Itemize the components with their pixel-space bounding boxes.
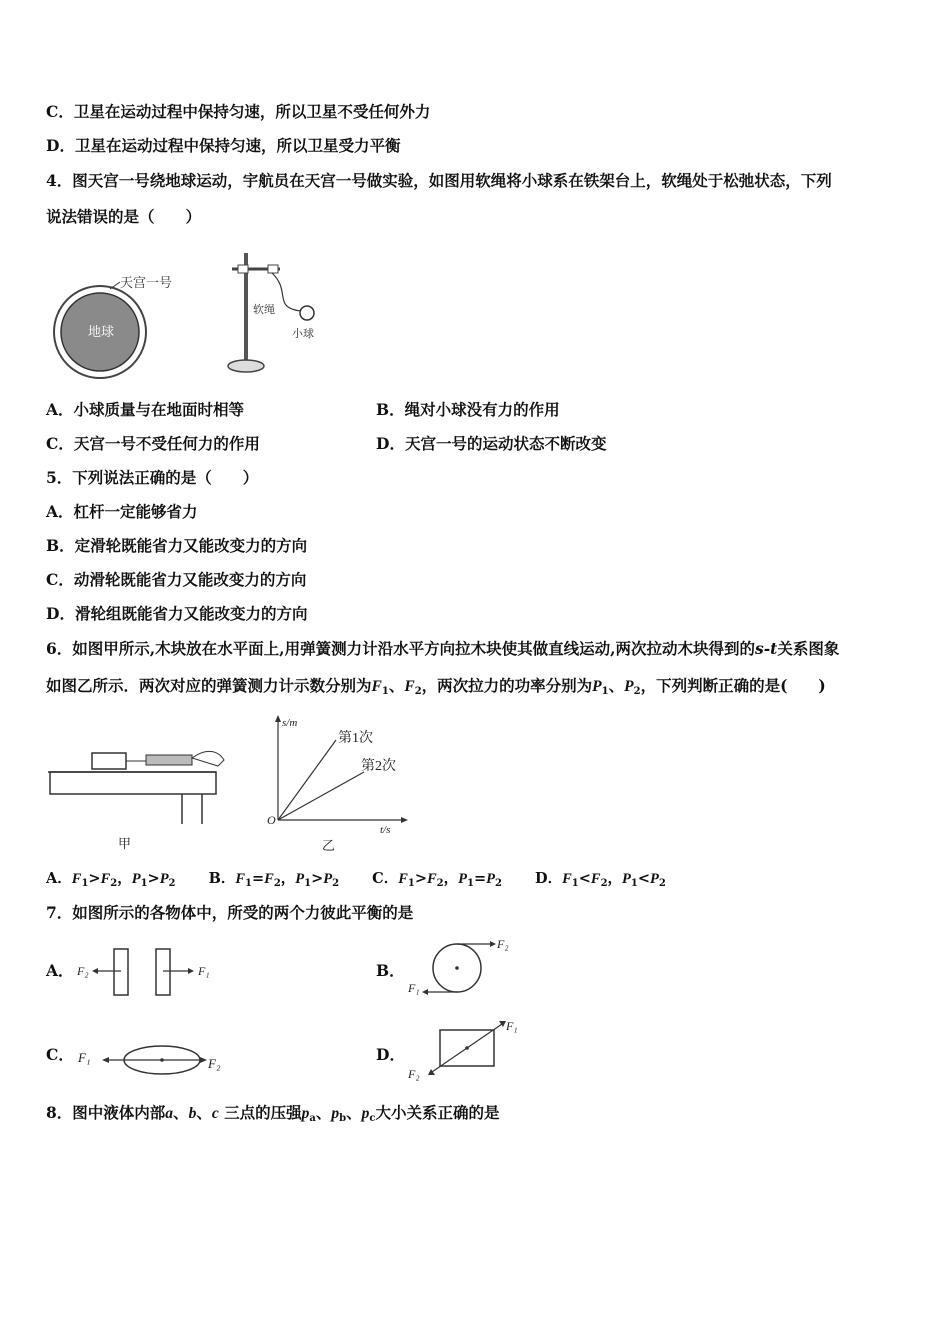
- ball-label: 小球: [292, 327, 314, 340]
- tiangong-label: 天宫一号: [120, 276, 173, 291]
- q6-bracket: ( ): [780, 676, 826, 695]
- wheel-center: [455, 966, 459, 970]
- q6-stem2-end: ，下列判断正确的是: [640, 676, 781, 695]
- s-axis-arrow: [275, 715, 281, 722]
- q5-option-d: D．滑轮组既能省力又能改变力的方向: [46, 604, 308, 623]
- q4-option-d: D．天宫一号的运动状态不断改变: [376, 434, 607, 453]
- soft-rope: [272, 273, 307, 311]
- q5-option-a: A．杠杆一定能够省力: [46, 502, 198, 521]
- q7-figure-c: [74, 1040, 234, 1080]
- line-first: [278, 740, 336, 820]
- f2-label-c: F₂: [208, 1056, 221, 1071]
- t-axis-label: t/s: [380, 824, 391, 836]
- q6-option-d: D．: [535, 870, 563, 887]
- q7-stem: 7．如图所示的各物体中，所受的两个力彼此平衡的是: [46, 903, 414, 922]
- f1-label-b: F₁: [408, 981, 420, 995]
- block-right: [156, 949, 170, 995]
- hand: [192, 751, 224, 766]
- first-label: 第1次: [338, 731, 373, 746]
- q5-option-c: C．动滑轮既能省力又能改变力的方向: [46, 570, 307, 589]
- q6-stem1-end: 关系图象: [777, 639, 840, 658]
- line-second: [278, 772, 364, 820]
- spring-scale: [146, 755, 192, 765]
- q8-stem-end: 大小关系正确的是: [375, 1103, 500, 1122]
- q6-option-b: B．: [208, 870, 236, 887]
- stand-base: [228, 360, 264, 372]
- force-f2-c-arrow: [200, 1057, 207, 1063]
- s-axis-label: s/m: [282, 717, 298, 729]
- q6-figure: [46, 712, 416, 857]
- force-f2-d-arrow: [428, 1069, 435, 1075]
- q6-st-var: s-t: [754, 639, 778, 658]
- block-left: [114, 949, 128, 995]
- f1-label-d: F₁: [506, 1019, 518, 1033]
- f1-label-c: F₁: [78, 1050, 91, 1065]
- q8-stem: 8．图中液体内部a、b、c 三点的压强$p_a$、$p_b$、$p_c$大小关系正确的是: [46, 1103, 500, 1124]
- small-ball: [300, 306, 314, 320]
- q4-option-a: A．小球质量与在地面时相等: [46, 400, 245, 419]
- q7-option-a-label: A．: [46, 961, 74, 980]
- origin-label: O: [267, 813, 276, 827]
- q7-option-c-label: C．: [46, 1045, 74, 1064]
- force-f2-a-arrow: [92, 968, 98, 974]
- stand-clamp: [238, 265, 248, 273]
- q6-stem-line2: 如图乙所示．两次对应的弹簧测力计示数分别为$F_1$、$F_2$，两次拉力的功率分别为$P_1$、$P_2$，下列判断正确的是( ): [46, 676, 826, 697]
- earth-label: 地球: [88, 325, 115, 340]
- q6-stem-line1: [46, 639, 839, 659]
- q4-option-b: B．绳对小球没有力的作用: [376, 400, 560, 419]
- q6-option-a: A．: [46, 870, 72, 887]
- q7-figure-a: [74, 943, 234, 1001]
- q3-option-d: D．卫星在运动过程中保持匀速，所以卫星受力平衡: [46, 136, 401, 155]
- q6-option-c: C．: [372, 870, 399, 887]
- q4-stem-line2: 说法错误的是（ ）: [46, 207, 202, 226]
- stand-clamp-2: [268, 265, 278, 273]
- table-edge: [50, 772, 216, 794]
- force-f1-d-arrow: [499, 1021, 506, 1027]
- q7-figure-d: [404, 1016, 534, 1086]
- rope-label: 软绳: [253, 303, 275, 316]
- wooden-block: [92, 753, 126, 769]
- fig-jia-label: 甲: [118, 836, 132, 851]
- f2-label-b: F₂: [497, 937, 509, 951]
- q5-option-b: B．定滑轮既能省力又能改变力的方向: [46, 536, 308, 555]
- second-label: 第2次: [361, 759, 396, 774]
- f1-label-a: F₁: [198, 964, 210, 978]
- t-axis-arrow: [401, 817, 408, 823]
- q8-stem-mid: 三点的压强: [224, 1103, 302, 1122]
- q7-option-b-label: B．: [376, 961, 405, 980]
- force-f1-b-arrow: [422, 989, 428, 995]
- force-f2-b-arrow: [490, 941, 496, 947]
- f2-label-a: F₂: [77, 964, 89, 978]
- q4-option-c: C．天宫一号不受任何力的作用: [46, 434, 260, 453]
- q3-option-c: C．卫星在运动过程中保持匀速，所以卫星不受任何外力: [46, 102, 431, 121]
- force-f1-a-arrow: [188, 968, 194, 974]
- q4-figure: [50, 245, 380, 385]
- force-f1-c-arrow: [102, 1057, 109, 1063]
- q6-stem1-text: 6．如图甲所示,木块放在水平面上,用弹簧测力计沿水平方向拉木块使其做直线运动,两次拉动木块得到的: [46, 639, 755, 658]
- q8-stem-pre: 8．图中液体内部: [46, 1103, 166, 1122]
- q4-stem-line1: 4．图天宫一号绕地球运动，宇航员在天宫一号做实验，如图用软绳将小球系在铁架台上，软绳处于松弛状态，下列: [46, 171, 832, 190]
- q6-options: A．$F_1>F_2$，$P_1>P_2$ B．$F_1=F_2$，$P_1>P_2$ C．$F_1>F_2$，$P_1=P_2$ D．$F_1<F_2$，$P_1<P_2$: [46, 870, 666, 889]
- f2-label-d: F₂: [408, 1067, 420, 1081]
- q6-stem2-text: 如图乙所示．两次对应的弹簧测力计示数分别为: [46, 676, 372, 695]
- q5-stem: 5．下列说法正确的是（ ）: [46, 468, 259, 487]
- q6-stem2-mid: ，两次拉力的功率分别为: [421, 676, 593, 695]
- q7-figure-b: [404, 934, 524, 1000]
- q7-option-d-label: D．: [376, 1045, 405, 1064]
- fig-yi-label: 乙: [322, 838, 336, 853]
